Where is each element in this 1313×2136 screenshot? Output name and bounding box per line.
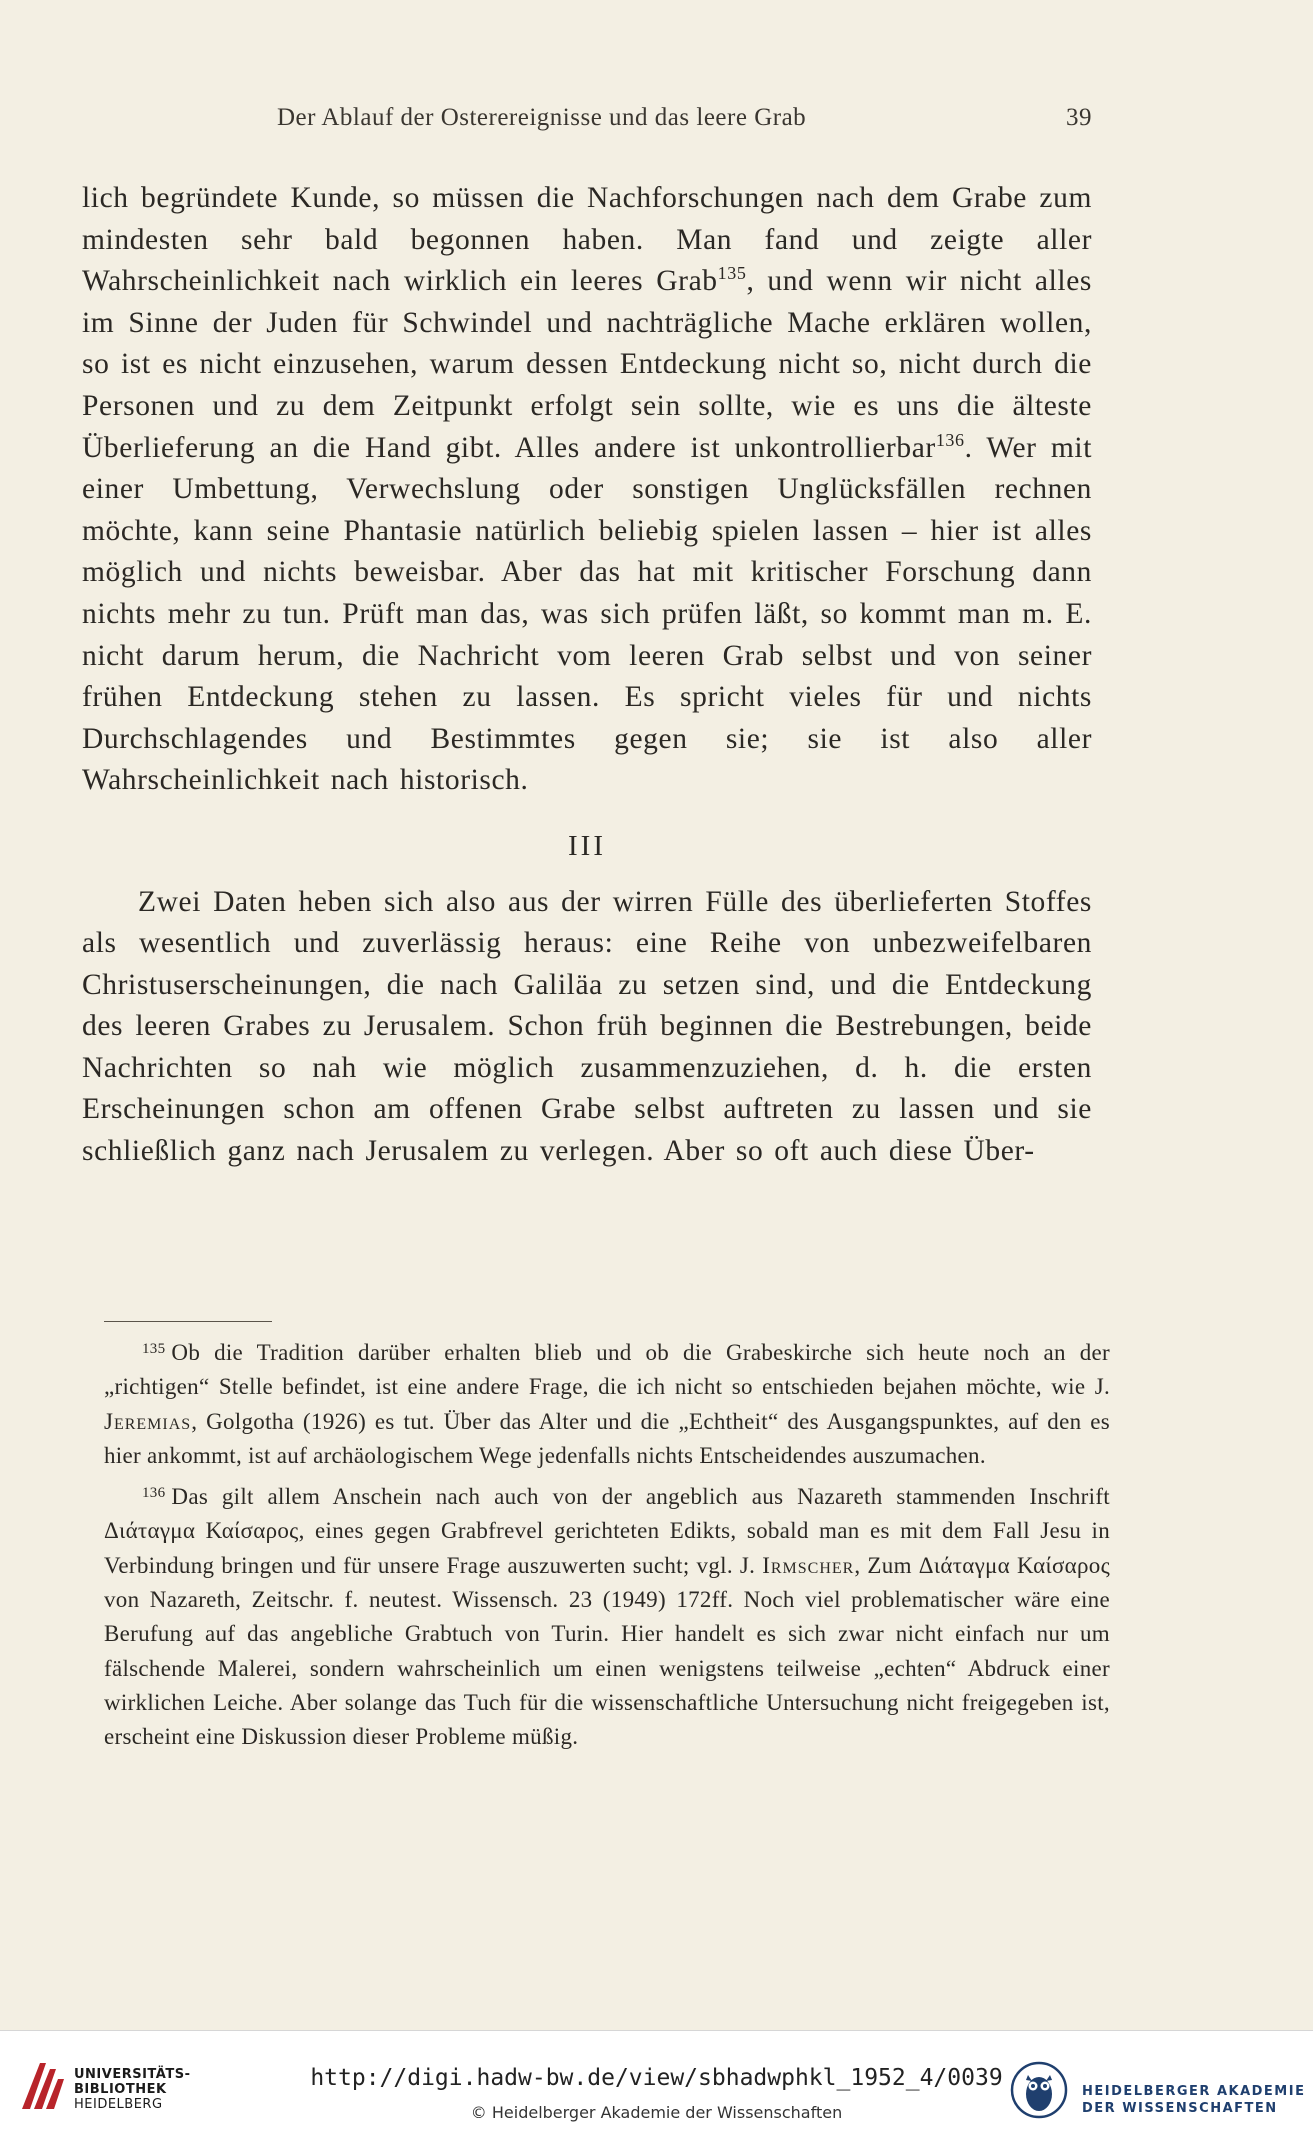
page-number: 39: [1066, 104, 1092, 131]
library-name-line: BIBLIOTHEK: [74, 2082, 167, 2097]
footnote-number: 136: [142, 1485, 166, 1502]
footnote-text: Ob die Tradition darüber erhalten blieb und ob die Grabeskirche sich heute noch an der „richtigen“ Stelle befindet, ist eine andere Frage, die ich nicht so entschieden bejahen möchte, wie J.: [104, 1340, 1110, 1400]
footnote-ref-135[interactable]: 135: [717, 263, 747, 284]
footnote-ref-136[interactable]: 136: [935, 429, 965, 450]
footnotes: [104, 1332, 1110, 1758]
academy-owl-logo-icon[interactable]: [1010, 2061, 1068, 2119]
footnote-136: [104, 1476, 1110, 1754]
section-heading: III: [568, 829, 606, 862]
footnote-divider: [104, 1321, 272, 1322]
paragraph-1-part-c: . Wer mit einer Umbettung, Verwechslung oder sonstigen Unglücksfällen rechnen möchte, kann seine Phantasie natürlich beliebig spielen lassen – hier ist alles möglich und nichts beweisbar. Aber das hat mit kritischer Forschung dann nichts mehr zu tun. Prüft man das, was sich prüfen läßt, so kommt man m. E. nicht darum herum, die Nachricht vom leeren Grab selbst und von seiner frühen Entdeckung stehen zu lassen. Es spricht vieles für und nichts Durchschlagendes und Bestimmtes gegen sie; sie ist also aller Wahrscheinlichkeit nach historisch.: [82, 431, 1092, 797]
academy-name-line: HEIDELBERGER AKADEMIE: [1082, 2084, 1306, 2099]
paragraph-1-part-a: lich begründete Kunde, so müssen die Nachforschungen nach dem Grabe zum mindesten sehr bald begonnen haben. Man fand und zeigte aller Wahrscheinlichkeit nach wirklich ein leeres Grab: [82, 182, 1092, 298]
footnote-author: Jeremias: [104, 1408, 192, 1434]
permalink-url[interactable]: http://digi.hadw-bw.de/view/sbhadwphkl_1952_4/0039: [310, 2065, 1003, 2091]
paragraph-1-part-b: , und wenn wir nicht alles im Sinne der Juden für Schwindel und nachträgliche Mache erklären wollen, so ist es nicht einzusehen, warum dessen Entdeckung nicht so, nicht durch die Personen und zu dem Zeitpunkt erfolgt sein sollte, wie es uns die älteste Überlieferung an die Hand gibt. Alles andere ist unkontrollierbar: [82, 265, 1092, 464]
footnote-author: Irmscher: [762, 1552, 855, 1578]
copyright-notice: © Heidelberger Akademie der Wissenschaften: [470, 2103, 843, 2122]
paragraph-1: [82, 178, 1092, 802]
footnote-text: Das gilt allem Anschein nach auch von der angeblich aus Nazareth stammenden Inschrift Διάταγμα Καίσαρος, eines gegen Grabfrevel gerichteten Edikts, sobald man es mit dem Fall Jesu in Verbindung bringen und für unsere Frage auszuwerten sucht; vgl. J.: [104, 1484, 1110, 1578]
main-text: [82, 178, 1092, 1173]
running-head-title: Der Ablauf der Osterereignisse und das leere Grab: [277, 104, 807, 131]
academy-name: [1082, 2083, 1305, 2117]
footnote-text: , Zum Διάταγμα Καίσαρος von Nazareth, Zeitschr. f. neutest. Wissensch. 23 (1949) 172ff. Noch viel problematischer wäre eine Berufung auf das angebliche Grabtuch von Turin. Hier handelt es sich zwar nicht einfach nur um fälschende Malerei, sondern wahrscheinlich um einen wenigstens teilweise „echten“ Abdruck einer wirklichen Leiche. Aber solange das Tuch für die wissenschaftliche Untersuchung nicht freigegeben ist, erscheint eine Diskussion dieser Probleme müßig.: [104, 1552, 1110, 1750]
footnote-number: 135: [142, 1341, 166, 1357]
footnote-text: , Golgotha (1926) es tut. Über das Alter und die „Echtheit“ des Ausgangspunktes, auf den es hier ankommt, ist auf archäologischem Wege jedenfalls nichts Entscheidendes auszumachen.: [104, 1408, 1110, 1468]
viewer-footer: [0, 2030, 1313, 2136]
paragraph-2: Zwei Daten heben sich also aus der wirren Fülle des überlieferten Stoffes als wesentlich und zuverlässig heraus: eine Reihe von unbezweifelbaren Christuserscheinungen, die nach Galiläa zu setzen sind, und die Entdeckung des leeren Grabes zu Jerusalem. Schon früh beginnen die Bestrebungen, beide Nachrichten so nah wie möglich zusammenzuziehen, d. h. die ersten Erscheinungen schon am offenen Grabe selbst auftreten zu lassen und sie schließlich ganz nach Jerusalem zu verlegen. Aber so oft auch diese Über-: [82, 885, 1092, 1168]
academy-name-line: DER WISSENSCHAFTEN: [1082, 2101, 1278, 2116]
footnote-135: [104, 1332, 1110, 1473]
library-name-line: UNIVERSITÄTS-: [74, 2067, 191, 2082]
library-name-line: HEIDELBERG: [74, 2097, 163, 2112]
